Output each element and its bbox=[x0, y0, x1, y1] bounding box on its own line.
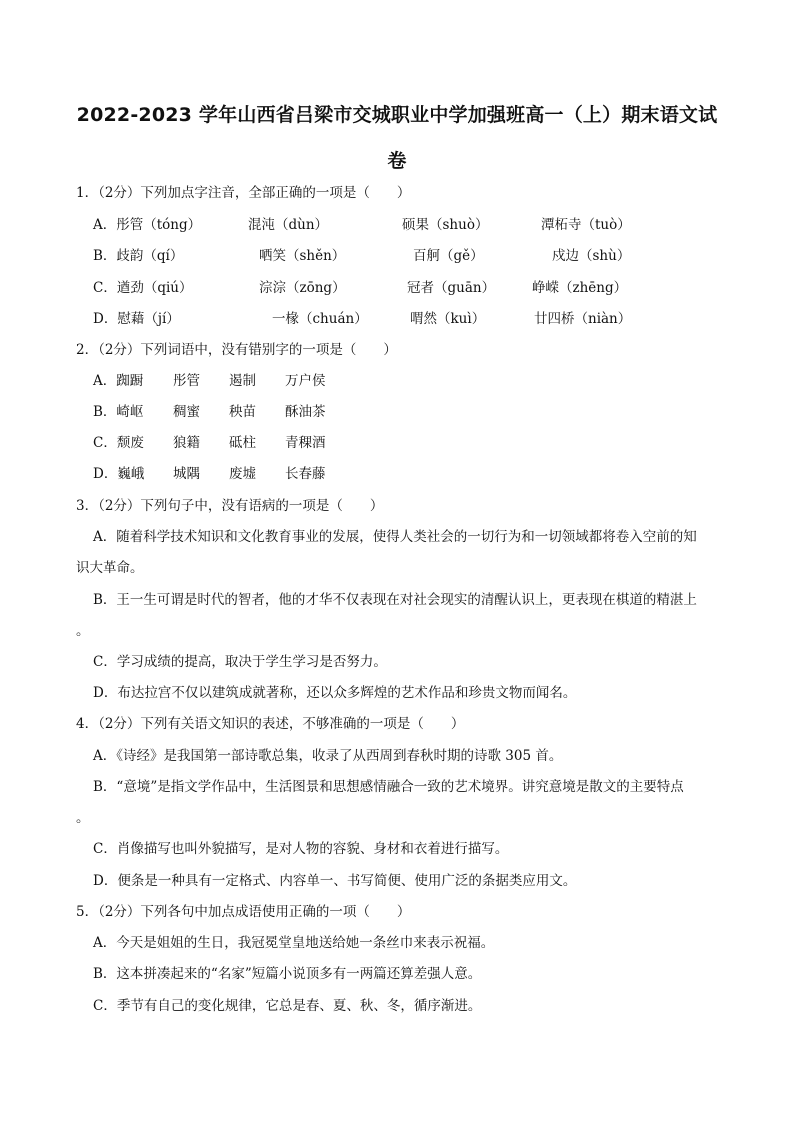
q2-option-b-item: 酥油茶 bbox=[285, 404, 326, 420]
question-3-stem: 3．（2分）下列句子中，没有语病的一项是（ ） bbox=[76, 498, 384, 514]
q3-option-b-continued: 。 bbox=[76, 623, 90, 639]
q1-option-a-item: 混沌（dùn） bbox=[248, 217, 329, 233]
q1-option-a: A．彤管（tóng） bbox=[93, 217, 202, 233]
q2-option-d-item: 废墟 bbox=[229, 466, 256, 482]
q1-option-b-item: 百舸（gě） bbox=[413, 248, 484, 264]
q2-option-b: B．崎岖 bbox=[93, 404, 144, 420]
q2-option-b-item: 秧苗 bbox=[229, 404, 256, 420]
q1-option-c-item: 冠者（guān） bbox=[407, 280, 496, 296]
q1-option-d-item: 廿四桥（niàn） bbox=[534, 311, 632, 327]
q2-option-c-item: 青稞酒 bbox=[285, 435, 326, 451]
q5-option-a: A．今天是姐姐的生日，我冠冕堂皇地送给她一条丝巾来表示祝福。 bbox=[93, 935, 495, 951]
q4-option-c: C．肖像描写也叫外貌描写，是对人物的容貌、身材和衣着进行描写。 bbox=[93, 841, 509, 857]
q1-option-c-item: 峥嵘（zhēng） bbox=[532, 280, 628, 296]
q2-option-a: A．踟蹰 bbox=[93, 373, 144, 389]
q2-option-c: C．颓废 bbox=[93, 435, 144, 451]
q1-option-c: C．遒劲（qiú） bbox=[93, 280, 193, 296]
q1-option-a-item: 硕果（shuò） bbox=[402, 217, 489, 233]
q1-option-a-item: 潭柘寺（tuò） bbox=[541, 217, 631, 233]
q4-option-b-continued: 。 bbox=[76, 810, 90, 826]
question-2-stem: 2．（2分）下列词语中，没有错别字的一项是（ ） bbox=[76, 342, 397, 358]
q1-option-d: D．慰藉（jí） bbox=[93, 311, 180, 327]
q1-option-d-item: 喟然（kuì） bbox=[410, 311, 486, 327]
q1-option-c-item: 淙淙（zōng） bbox=[259, 280, 346, 296]
q3-option-b: B．王一生可谓是时代的智者，他的才华不仅表现在对社会现实的清醒认识上，更表现在棋道的精湛上 bbox=[93, 592, 697, 608]
q2-option-c-item: 狼籍 bbox=[173, 435, 200, 451]
q1-option-b-item: 哂笑（shěn） bbox=[259, 248, 346, 264]
q5-option-b: B．这本拼凑起来的“名家”短篇小说顶多有一两篇还算差强人意。 bbox=[93, 966, 482, 982]
q1-option-b-item: 戍边（shù） bbox=[552, 248, 631, 264]
q3-option-c: C．学习成绩的提高，取决于学生学习是否努力。 bbox=[93, 654, 387, 670]
q2-option-a-item: 遏制 bbox=[229, 373, 256, 389]
q1-option-d-item: 一椽（chuán） bbox=[272, 311, 368, 327]
q2-option-d-item: 城隅 bbox=[173, 466, 200, 482]
q2-option-d-item: 长春藤 bbox=[285, 466, 326, 482]
q2-option-a-item: 彤管 bbox=[173, 373, 200, 389]
q3-option-a: A．随着科学技术知识和文化教育事业的发展，使得人类社会的一切行为和一切领域都将卷入空前的知 bbox=[93, 529, 697, 545]
question-1-stem: 1．（2分）下列加点字注音，全部正确的一项是（ ） bbox=[76, 185, 411, 201]
exam-title-line-1: 2022-2023 学年山西省吕梁市交城职业中学加强班高一（上）期末语文试 bbox=[76, 104, 718, 126]
q1-option-b: B．歧韵（qí） bbox=[93, 248, 184, 264]
question-5-stem: 5．（2分）下列各句中加点成语使用正确的一项（ ） bbox=[76, 904, 411, 920]
q3-option-d: D．布达拉宫不仅以建筑成就著称，还以众多辉煌的艺术作品和珍贵文物而闻名。 bbox=[93, 685, 577, 701]
q2-option-c-item: 砥柱 bbox=[229, 435, 256, 451]
q4-option-a: A．《诗经》是我国第一部诗歌总集，收录了从西周到春秋时期的诗歌 305 首。 bbox=[93, 748, 563, 764]
exam-title-line-2: 卷 bbox=[387, 150, 407, 172]
q3-option-a-continued: 识大革命。 bbox=[76, 560, 144, 576]
q2-option-a-item: 万户侯 bbox=[285, 373, 326, 389]
question-4-stem: 4．（2分）下列有关语文知识的表述，不够准确的一项是（ ） bbox=[76, 716, 465, 732]
q2-option-d: D．巍峨 bbox=[93, 466, 145, 482]
q5-option-c: C．季节有自己的变化规律，它总是春、夏、秋、冬，循序渐进。 bbox=[93, 998, 482, 1014]
q4-option-d: D．便条是一种具有一定格式、内容单一、书写简便、使用广泛的条据类应用文。 bbox=[93, 873, 577, 889]
q2-option-b-item: 稠蜜 bbox=[173, 404, 200, 420]
q4-option-b: B．“意境”是指文学作品中，生活图景和思想感情融合一致的艺术境界。讲究意境是散文的主要特点 bbox=[93, 779, 684, 795]
